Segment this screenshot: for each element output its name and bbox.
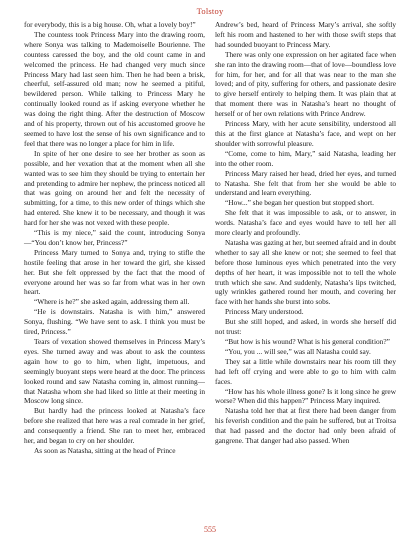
- paragraph: In spite of her one desire to see her brother as soon as possible, and her vexation that at the moment when all she wanted was to see him they should be trying to entertain her and pretending to admire her nephew, the princess noticed all that was going on around her and felt the necessity of submitting, for a time, to this new order of things which she had entered. She knew it to be necessary, and though it was hard for her she was not vexed with these people.: [24, 148, 205, 228]
- paragraph: They sat a little while downstairs near his room till they had left off crying and were able to go to him with calm faces.: [215, 356, 396, 386]
- right-column: [215, 20, 396, 520]
- paragraph: “But how is his wound? What is his general condition?”: [225, 337, 390, 346]
- paragraph: But she still hoped, and asked, in words she herself did not trust:: [215, 317, 396, 337]
- paragraph: There was only one expression on her agitated face when she ran into the drawing room—that of love—boundless love for him, for her, and for all that was near to the man she loved; and of pity, suffering for others, and passionate desire to give herself entirely to helping them. It was plain that at that moment there was in Natasha’s heart no thought of herself or of her own relations with Prince Andrew.: [215, 49, 396, 119]
- paragraph: “How has his whole illness gone? Is it long since he grew worse? When did this happen?” Princess Mary inquired.: [215, 386, 396, 406]
- paragraph: Tears of vexation showed themselves in Princess Mary’s eyes. She turned away and was about to ask the countess again how to go to him, when light, impetuous, and seemingly buoyant steps were heard at the door. The princess looked round and saw Natasha coming in, almost running—that Natasha whom she had liked so little at their meeting in Moscow long since.: [24, 337, 205, 406]
- paragraph: “This is my niece,” said the count, introducing Sonya—“You don’t know her, Princess?”: [24, 228, 205, 247]
- paragraph: “Come, come to him, Mary,” said Natasha, leading her into the other room.: [215, 148, 396, 168]
- paragraph: “You, you ... will see,” was all Natasha could say.: [225, 346, 371, 356]
- running-header: Tolstoy: [196, 6, 224, 16]
- text-columns: [24, 20, 396, 520]
- paragraph: Princess Mary, with her acute sensibility, understood all this at the first glance at Natasha’s face, and wept on her shoulder with sorrowful pleasure.: [215, 119, 396, 148]
- paragraph: “He is downstairs. Natasha is with him,” answered Sonya, flushing. “We have sent to ask. I think you must be tired, Princess.”: [24, 307, 205, 337]
- paragraph: Andrew’s bed, heard of Princess Mary’s arrival, she softly left his room and hastened to her with those swift steps that had sounded buoyant to Princess Mary.: [215, 20, 396, 49]
- paragraph: But hardly had the princess looked at Natasha’s face before she realized that here was a real comrade in her grief, and consequently a friend. She ran to meet her, embraced her, and began to cry on her shoulder.: [24, 406, 205, 446]
- paragraph: “How...” she began her question but stopped short.: [225, 198, 375, 208]
- paragraph: Natasha told her that at first there had been danger from his feverish condition and the pain he suffered, but at Troitsa that had passed and the doctor had only been afraid of gangrene. That danger had also passed. When: [215, 406, 396, 446]
- paragraph: “Where is he?” she asked again, addressing them all.: [34, 297, 190, 307]
- paragraph: Princess Mary raised her head, dried her eyes, and turned to Natasha. She felt that from her she would be able to understand and learn everything.: [215, 168, 396, 198]
- paragraph: She felt that it was impossible to ask, or to answer, in words. Natasha’s face and eyes would have to tell her all more clearly and profoundly.: [215, 208, 396, 238]
- left-column: [24, 20, 205, 520]
- paragraph: The countess took Princess Mary into the drawing room, where Sonya was talking to Mademoiselle Bourienne. The countess caressed the boy, and the old count came in and welcomed the princess. He had changed very much since Princess Mary had last seen him. Then he had been a brisk, cheerful, self-assured old man; now he seemed a pitiful, bewildered person. While talking to Princess Mary he continually looked round as if asking everyone whether he was doing the right thing. After the destruction of Moscow and of his property, thrown out of his accustomed groove he seemed to have lost the sense of his own significance and to feel that there was no longer a place for him in life.: [24, 29, 205, 148]
- paragraph: Natasha was gazing at her, but seemed afraid and in doubt whether to say all she knew or not; she seemed to feel that before those luminous eyes which penetrated into the very depths of her heart, it was impossible not to tell the whole truth which she saw. And suddenly, Natasha’s lips twitched, ugly wrinkles gathered round her mouth, and covering her face with her hands she burst into sobs.: [215, 237, 396, 307]
- paragraph: Princess Mary understood.: [225, 307, 304, 317]
- paragraph: Princess Mary turned to Sonya and, trying to stifle the hostile feeling that arose in her toward the girl, she kissed her. But she felt oppressed by the fact that the mood of everyone around her was so far from what was in her own heart.: [24, 247, 205, 297]
- paragraph: for everybody, this is a big house. Oh, what a lovely boy!”: [24, 20, 196, 29]
- page-number: 555: [204, 525, 216, 534]
- paragraph: As soon as Natasha, sitting at the head of Prince: [34, 445, 176, 455]
